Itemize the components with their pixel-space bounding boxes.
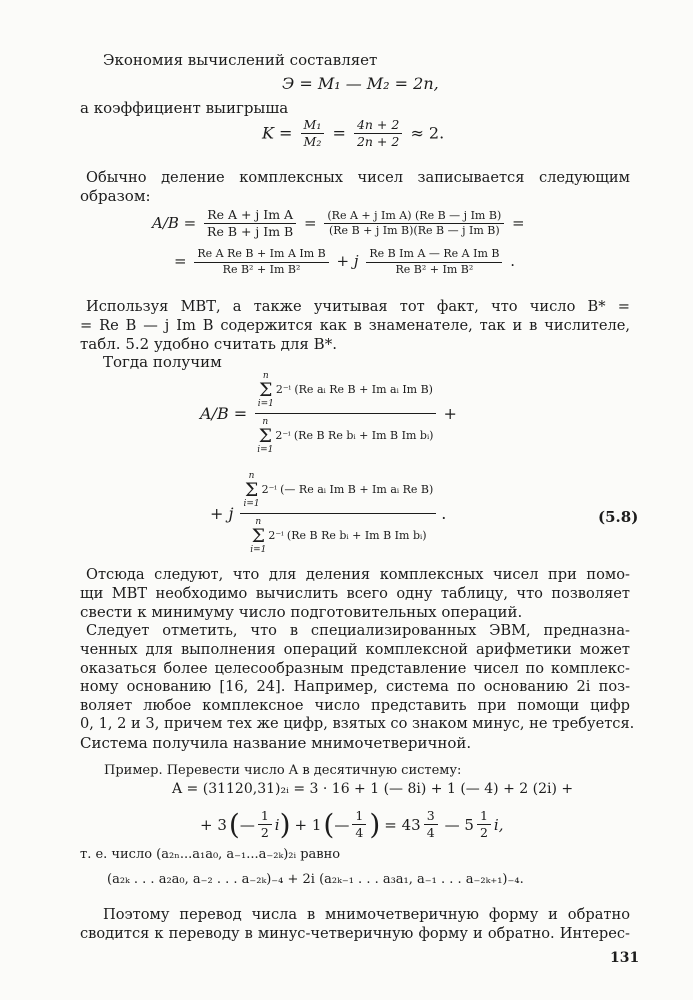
formula-lhs: K = [262, 123, 293, 143]
formula-lhs: A/B = [200, 404, 248, 423]
sum-sign: n Σ i=1 [257, 417, 274, 455]
term: + 1 [294, 815, 322, 834]
formula-division-result: = $\frac{\text{Re A Re B + Im A Im B}}{\text{Re B² + Im B²}}$ + j $\frac{\text{Re B Im A — Re A Im B}}{\text{Re B² + Im B²}}$ . [174, 247, 516, 276]
fraction-denominator [254, 414, 436, 455]
fraction [194, 248, 328, 276]
text-line: ченных для выполнения операций комплексной арифметики может [80, 641, 630, 658]
text-line: Тогда получим [103, 353, 222, 371]
text-line: Система получила название мнимочетверичной. [80, 734, 472, 752]
text-line: Обычно деление комплексных чисел записывается следующим [86, 169, 630, 186]
fraction-numerator: Re A + j Im A [204, 208, 296, 224]
fraction-numerator: 1 [352, 809, 366, 825]
text-line: Используя МВТ, а также учитывая тот факт, что число B* = [86, 298, 630, 315]
fraction-denominator: Re B + j Im B [207, 224, 294, 240]
fraction-numerator [255, 372, 436, 414]
imaginary-unit: i, [493, 815, 504, 834]
term: = 43 [384, 815, 421, 834]
fraction [254, 372, 436, 455]
fraction-denominator: 2 [479, 825, 488, 840]
text-line: Экономия вычислений составляет [103, 51, 378, 69]
fraction-denominator: M₂ [303, 134, 322, 150]
fraction [424, 809, 438, 841]
formula-quotient-imag-part: + j n Σ i=1 2⁻ⁱ (— Re aᵢ Im B + Im aᵢ Re B) n Σ i=1 2⁻ⁱ (Re B Re bᵢ + Im B Im bᵢ) . [210, 471, 447, 555]
sum-body: 2⁻ⁱ (Re aᵢ Re B + Im aᵢ Im B) [275, 383, 433, 397]
term: + 3 [200, 815, 227, 834]
text-line: Поэтому перевод числа в мнимочетверичную форму и обратно [103, 906, 630, 923]
text-line: щи МВТ необходимо вычислить всего одну таблицу, что позволяет [80, 585, 630, 602]
imaginary-unit: i [274, 815, 280, 834]
fraction-denominator: Re B² + Im B² [395, 262, 474, 276]
fraction-denominator [247, 514, 429, 555]
fraction [477, 809, 491, 841]
fraction-denominator: Re B² + Im B² [222, 262, 301, 276]
equation-number: (5.8) [598, 508, 639, 526]
fraction [240, 472, 436, 555]
text-line: = Re B — j Im B содержится как в знаменателе, так и в числителе, [80, 317, 630, 334]
fraction [258, 809, 272, 841]
text-line: Следует отметить, что в специализированных ЭВМ, предназна- [86, 622, 630, 639]
page-number: 131 [610, 950, 640, 966]
sum-sign: n Σ i=1 [250, 517, 267, 555]
fraction [324, 210, 504, 238]
fraction-numerator: 1 [477, 809, 491, 825]
fraction-denominator: 2 [260, 825, 269, 840]
fraction-denominator: (Re B + j Im B)(Re B — j Im B) [328, 224, 500, 238]
formula-economy: Э = M₁ — M₂ = 2n, [282, 74, 439, 93]
fraction-denominator: 4 [426, 825, 435, 840]
formula-division-expansion: A/B = $\frac{\text{Re A + j Im A}}{\text{Re B + j Im B}}$ = $\frac{\text{(Re A + j Im A) (Re B — j Im B)}}{\text{(Re B + j Im B)(Re B — j Im B)}}$ = [152, 207, 525, 240]
formula-gain-coefficient: K = $\frac{\text{M₁}}{\text{M₂}}$ = $\frac{4n + 2}{2n + 2}$ ≈ 2. [262, 117, 445, 150]
text-line: табл. 5.2 удобно считать для B*. [80, 335, 337, 353]
sum-body: 2⁻ⁱ (— Re aᵢ Im B + Im aᵢ Re B) [261, 483, 434, 497]
text-line: а коэффициент выигрыша [80, 99, 289, 117]
fraction [204, 208, 296, 240]
text-line: 0, 1, 2 и 3, причем тех же цифр, взятых со знаком минус, не требуется. [80, 715, 635, 732]
fraction-numerator: 4n + 2 [354, 118, 402, 134]
text-line: сводится к переводу в минус-четверичную форму и обратно. Интерес- [80, 925, 630, 942]
fraction-numerator: Re A Re B + Im A Im B [194, 248, 328, 263]
text-line: образом: [80, 187, 151, 205]
fraction-numerator: M₁ [301, 118, 325, 134]
fraction [352, 809, 366, 841]
text-line: воляет любое комплексное число представить при помощи цифр [80, 697, 630, 714]
fraction [354, 118, 402, 150]
text-line: оказаться более целесообразным представление чисел по комплекс- [80, 660, 630, 677]
formula-quotient-real-part: A/B = n Σ i=1 2⁻ⁱ (Re aᵢ Re B + Im aᵢ Im B) n Σ i=1 2⁻ⁱ (Re B Re bᵢ + Im B Im bᵢ) + [200, 371, 457, 455]
text-line: т. е. число (a₂ₙ...a₁a₀, a₋₁...a₋₂ₖ)₂ᵢ равно [80, 847, 341, 862]
sum-body: 2⁻ⁱ (Re B Re bᵢ + Im B Im bᵢ) [268, 529, 427, 543]
fraction-denominator: 4 [355, 825, 364, 840]
formula-example-line1: A = (31120,31)₂ᵢ = 3 · 16 + 1 (— 8i) + 1 (— 4) + 2 (2i) + [172, 781, 574, 797]
fraction-numerator: (Re A + j Im A) (Re B — j Im B) [324, 210, 504, 225]
fraction [366, 248, 502, 276]
sum-sign: n Σ i=1 [257, 371, 274, 409]
text-line: Отсюда следуют, что для деления комплексных чисел при помо- [86, 566, 630, 583]
formula-lhs: A/B = [152, 213, 197, 232]
text-line: ному основанию [16, 24]. Например, система по основанию 2i поз- [80, 678, 630, 695]
fraction-numerator: 3 [424, 809, 438, 825]
formula-example-line2: + 3 ( — $\frac{1}{2}$ i ) + 1 ( — $\frac{1}{4}$ ) = 43 $\frac{3}{4}$ — 5 $\frac{1}{2}$ i, [200, 807, 504, 841]
fraction-numerator: 1 [258, 809, 272, 825]
sum-body: 2⁻ⁱ (Re B Re bᵢ + Im B Im bᵢ) [275, 429, 434, 443]
fraction [301, 118, 325, 150]
example-heading: Пример. Перевести число A в десятичную систему: [104, 763, 462, 778]
formula-rhs: ≈ 2. [410, 123, 445, 143]
fraction-numerator [240, 472, 436, 514]
fraction-numerator: Re B Im A — Re A Im B [366, 248, 502, 263]
sum-sign: n Σ i=1 [243, 471, 260, 509]
fraction-denominator: 2n + 2 [356, 134, 400, 150]
term: — 5 [444, 815, 474, 834]
formula-negaquaternary: (a₂ₖ . . . a₂a₀, a₋₂ . . . a₋₂ₖ)₋₄ + 2i (a₂ₖ₋₁ . . . a₃a₁, a₋₁ . . . a₋₂ₖ₊₁)₋₄. [107, 872, 524, 887]
text-line: свести к минимуму число подготовительных операций. [80, 603, 523, 621]
